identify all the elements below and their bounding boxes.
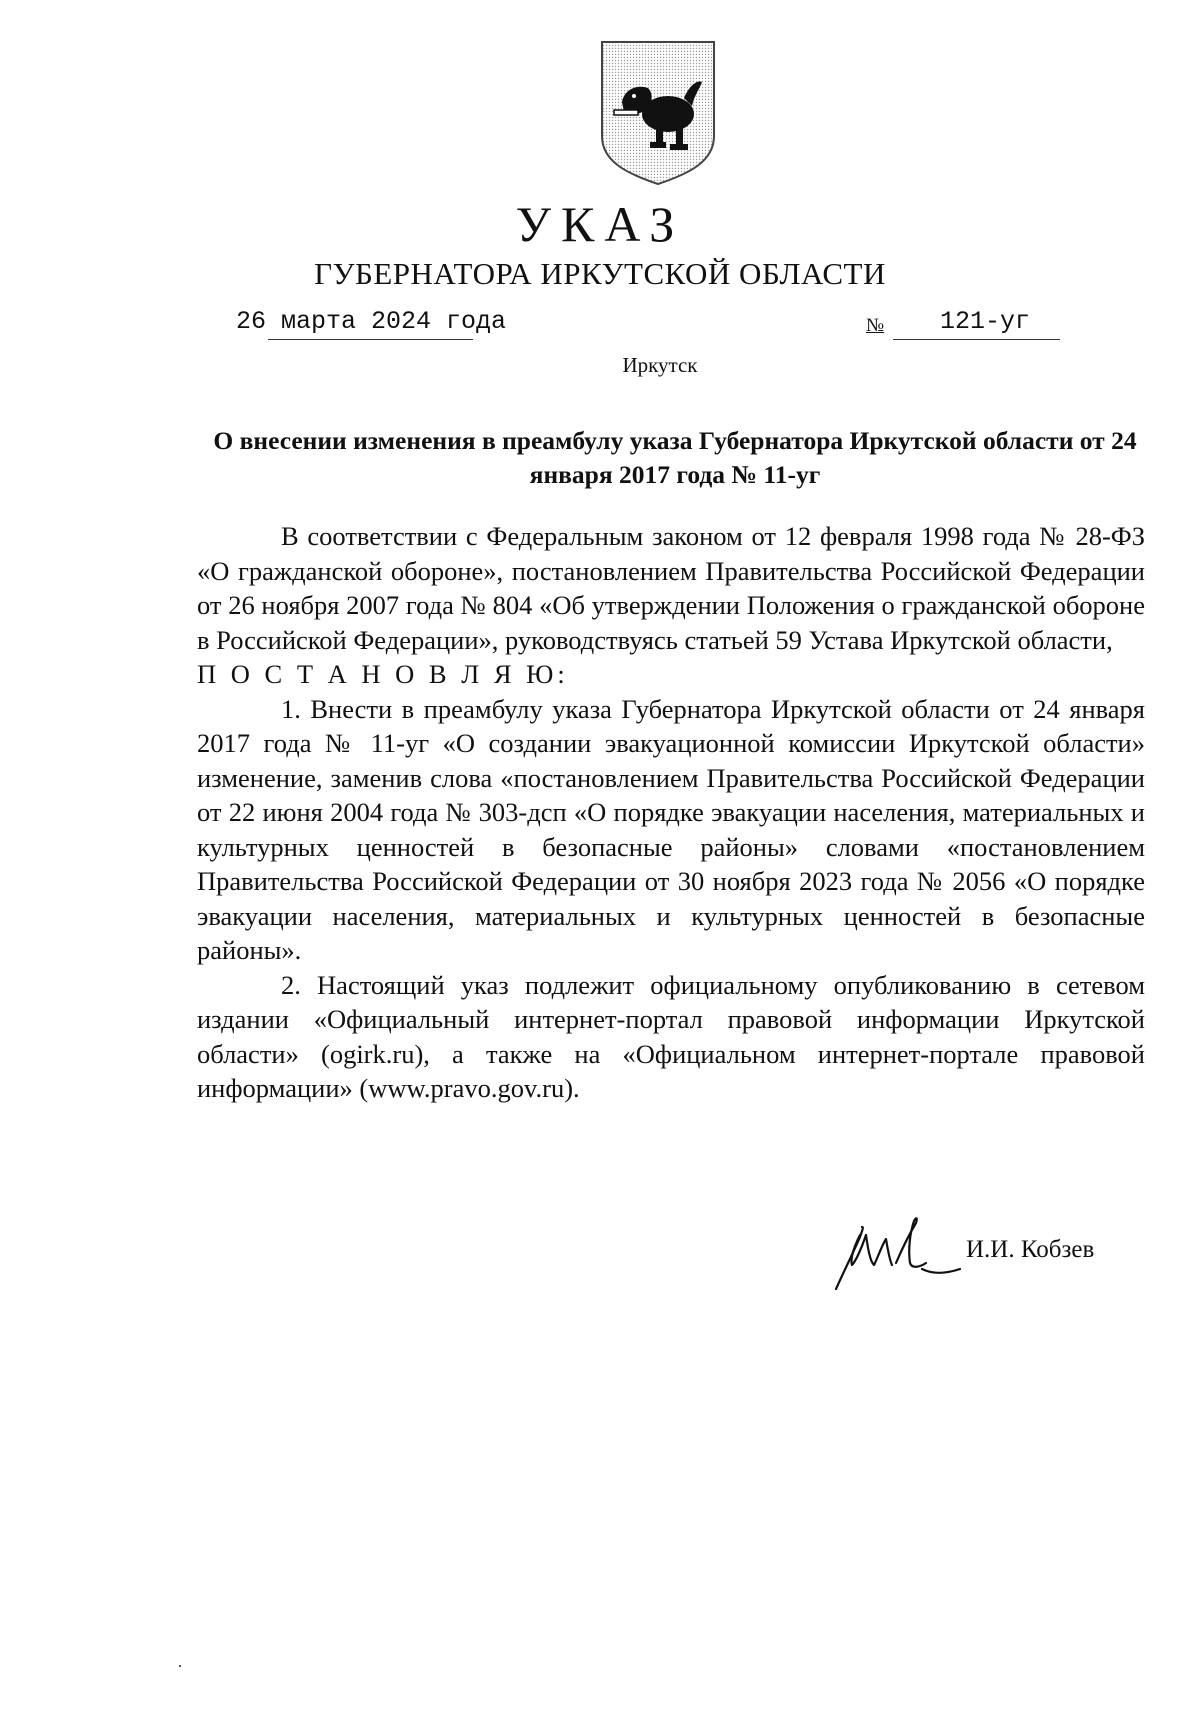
issuer-subtitle: ГУБЕРНАТОРА ИРКУТСКОЙ ОБЛАСТИ: [314, 256, 886, 291]
preamble-paragraph: В соответствии с Федеральным законом от 12 февраля 1998 года № 28-ФЗ «О гражданской обороне», постановлением Правительства Российской Федерации от 26 ноября 2007 года № 804 «Об утверждении Положения о гражданской обороне в Российской Федерации», руководствуясь статьей 59 Устава Иркутской области,: [197, 521, 1145, 655]
decree-word: П О С Т А Н О В Л Я Ю:: [197, 659, 569, 689]
scan-speck: [179, 1665, 181, 1667]
issue-city: Иркутск: [622, 353, 698, 377]
document-body: [197, 519, 1145, 1106]
number-sign: №: [866, 315, 885, 336]
item-2-paragraph: 2. Настоящий указ подлежит официальному опубликованию в сетевом издании «Официальный интернет-портал правовой информации Иркутской области» (ogirk.ru), а также на «Официальном интернет-портале правовой информации» (www.pravo.gov.ru).: [197, 969, 1145, 1103]
document-type-title: УКАЗ: [515, 196, 685, 252]
signer-name: И.И. Кобзев: [966, 1236, 1095, 1263]
handwritten-signature: [830, 1205, 970, 1295]
date-underline: [268, 339, 473, 340]
document-date: 26 марта 2024 года: [236, 307, 507, 336]
document-number: 121-уг: [940, 307, 1031, 336]
document-heading: О внесении изменения в преамбулу указа Губернатора Иркутской области от 24 января 2017 года № 11-уг: [213, 426, 1137, 489]
coat-of-arms-emblem: [596, 38, 720, 188]
item-1-paragraph: 1. Внести в преамбулу указа Губернатора Иркутской области от 24 января 2017 года № 11-уг «О создании эвакуационной комиссии Иркутской области» изменение, заменив слова «постановлением Правительства Российской Федерации от 22 июня 2004 года № 303-дсп «О порядке эвакуации населения, материальных и культурных ценностей в безопасные районы» словами «постановлением Правительства Российской Федерации от 30 ноября 2023 года № 2056 «О порядке эвакуации населения, материальных и культурных ценностей в безопасные районы».: [197, 693, 1145, 965]
number-underline: [893, 339, 1060, 340]
